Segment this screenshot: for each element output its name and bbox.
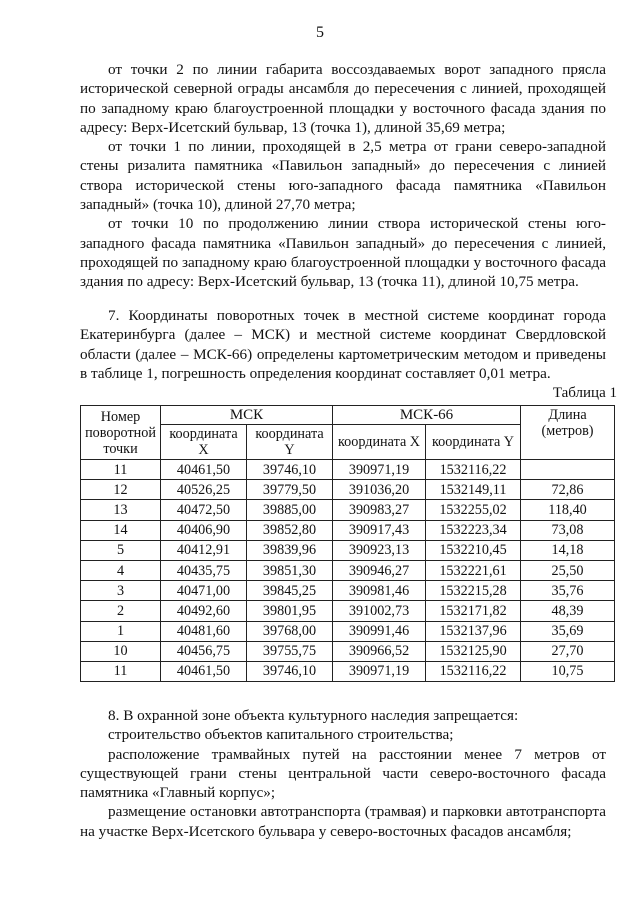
cell-msk-y: 39768,00 (247, 621, 333, 641)
cell-msk-x: 40406,90 (161, 520, 247, 540)
cell-length: 73,08 (521, 520, 615, 540)
cell-msk66-x: 390971,19 (333, 661, 426, 681)
table-row (81, 480, 615, 500)
table-caption: Таблица 1 (552, 385, 617, 401)
cell-msk-y: 39845,25 (247, 581, 333, 601)
cell-length: 25,50 (521, 560, 615, 580)
header-length: Длина (метров) (521, 406, 615, 460)
cell-msk-y: 39755,75 (247, 641, 333, 661)
cell-length: 118,40 (521, 500, 615, 520)
cell-msk66-x: 391036,20 (333, 480, 426, 500)
header-coord-y: координата Y (426, 425, 521, 460)
cell-msk66-y: 1532149,11 (426, 480, 521, 500)
cell-msk-y: 39746,10 (247, 460, 333, 480)
cell-msk-x: 40481,60 (161, 621, 247, 641)
header-point: Номер поворотной точки (81, 406, 161, 460)
table-row (81, 560, 615, 580)
cell-length (521, 460, 615, 480)
cell-msk-x: 40456,75 (161, 641, 247, 661)
paragraph: расположение трамвайных путей на расстоянии менее 7 метров от существующей грани стены центральной части северо-восточного фасада памятника «Главный корпус»; (80, 745, 606, 802)
cell-msk-x: 40492,60 (161, 601, 247, 621)
cell-length: 27,70 (521, 641, 615, 661)
cell-msk66-x: 390971,19 (333, 460, 426, 480)
table-row (81, 581, 615, 601)
intro-text (80, 60, 606, 292)
cell-msk-y: 39852,80 (247, 520, 333, 540)
cell-point: 11 (81, 460, 161, 480)
coordinates-table (80, 405, 615, 682)
header-coord-y: координата Y (247, 425, 333, 460)
table-row (81, 601, 615, 621)
cell-msk66-x: 391002,73 (333, 601, 426, 621)
header-msk: МСК (161, 406, 333, 425)
cell-msk-y: 39779,50 (247, 480, 333, 500)
cell-msk66-x: 390983,27 (333, 500, 426, 520)
cell-msk66-x: 390917,43 (333, 520, 426, 540)
section-7 (80, 306, 606, 383)
cell-msk66-y: 1532215,28 (426, 581, 521, 601)
cell-msk66-x: 390946,27 (333, 560, 426, 580)
paragraph: размещение остановки автотранспорта (трамвая) и парковки автотранспорта на участке Верх-Исетского бульвара у северо-восточных фасадов ансамбля; (80, 803, 606, 840)
cell-msk-x: 40412,91 (161, 540, 247, 560)
cell-point: 3 (81, 581, 161, 601)
cell-msk-y: 39746,10 (247, 661, 333, 681)
cell-point: 13 (81, 500, 161, 520)
cell-point: 12 (81, 480, 161, 500)
cell-msk66-x: 390966,52 (333, 641, 426, 661)
cell-msk66-x: 390923,13 (333, 540, 426, 560)
cell-length: 72,86 (521, 480, 615, 500)
cell-point: 1 (81, 621, 161, 641)
paragraph: 8. В охранной зоне объекта культурного наследия запрещается: (108, 707, 519, 724)
cell-msk-x: 40471,00 (161, 581, 247, 601)
cell-msk66-y: 1532221,61 (426, 560, 521, 580)
page-number: 5 (316, 24, 324, 41)
cell-msk-y: 39851,30 (247, 560, 333, 580)
header-coord-x: координата X (333, 425, 426, 460)
cell-msk66-y: 1532116,22 (426, 460, 521, 480)
paragraph: от точки 1 по линии, проходящей в 2,5 метра от грани северо-западной стены ризалита памятника «Павильон западный» до пересечения с линией створа исторической стены юго-западного фасада памятника «Павильон западный» (точка 10), длиной 27,70 метра; (80, 138, 606, 214)
paragraph: 7. Координаты поворотных точек в местной системе координат города Екатеринбурга (далее – МСК) и местной системе координат Свердловской области (далее – МСК-66) определены картометрическим методом и приведены в таблице 1, погрешность определения координат составляет 0,01 метра. (80, 307, 606, 382)
table-row (81, 661, 615, 681)
cell-msk66-y: 1532125,90 (426, 641, 521, 661)
cell-point: 10 (81, 641, 161, 661)
cell-length: 10,75 (521, 661, 615, 681)
cell-msk-x: 40435,75 (161, 560, 247, 580)
paragraph: строительство объектов капитального строительства; (108, 726, 454, 744)
cell-point: 2 (81, 601, 161, 621)
cell-msk66-x: 390981,46 (333, 581, 426, 601)
cell-msk66-y: 1532210,45 (426, 540, 521, 560)
cell-length: 48,39 (521, 601, 615, 621)
table-row (81, 460, 615, 480)
cell-point: 11 (81, 661, 161, 681)
cell-length: 14,18 (521, 540, 615, 560)
cell-msk-y: 39885,00 (247, 500, 333, 520)
paragraph: от точки 10 по продолжению линии створа исторической стены юго-западного фасада памятника «Павильон западный» до пересечения с линией, проходящей по западному краю благоустроенной площадки у восточного фасада здания по адресу: Верх-Исетский бульвар, 13 (точка 11), длиной 10,75 метра. (80, 215, 606, 291)
paragraph: от точки 2 по линии габарита воссоздаваемых ворот западного прясла исторической северной ограды ансамбля до пересечения с линией, проходящей по западному краю благоустроенной площадки у восточного фасада здания по адресу: Верх-Исетский бульвар, 13 (точка 1), длиной 35,69 метра; (80, 61, 606, 136)
cell-msk-y: 39839,96 (247, 540, 333, 560)
cell-msk66-x: 390991,46 (333, 621, 426, 641)
cell-msk66-y: 1532116,22 (426, 661, 521, 681)
cell-msk66-y: 1532171,82 (426, 601, 521, 621)
cell-length: 35,76 (521, 581, 615, 601)
cell-msk66-y: 1532255,02 (426, 500, 521, 520)
cell-msk-x: 40526,25 (161, 480, 247, 500)
cell-msk-x: 40461,50 (161, 661, 247, 681)
cell-point: 5 (81, 540, 161, 560)
table-row (81, 641, 615, 661)
header-coord-x: координата X (161, 425, 247, 460)
table-row (81, 540, 615, 560)
cell-msk66-y: 1532223,34 (426, 520, 521, 540)
header-msk66: МСК-66 (333, 406, 521, 425)
table-row (81, 621, 615, 641)
cell-msk-x: 40461,50 (161, 460, 247, 480)
cell-length: 35,69 (521, 621, 615, 641)
cell-msk66-y: 1532137,96 (426, 621, 521, 641)
cell-msk-x: 40472,50 (161, 500, 247, 520)
cell-point: 14 (81, 520, 161, 540)
cell-point: 4 (81, 560, 161, 580)
section-8 (80, 706, 606, 841)
cell-msk-y: 39801,95 (247, 601, 333, 621)
table-row (81, 520, 615, 540)
table-row (81, 500, 615, 520)
